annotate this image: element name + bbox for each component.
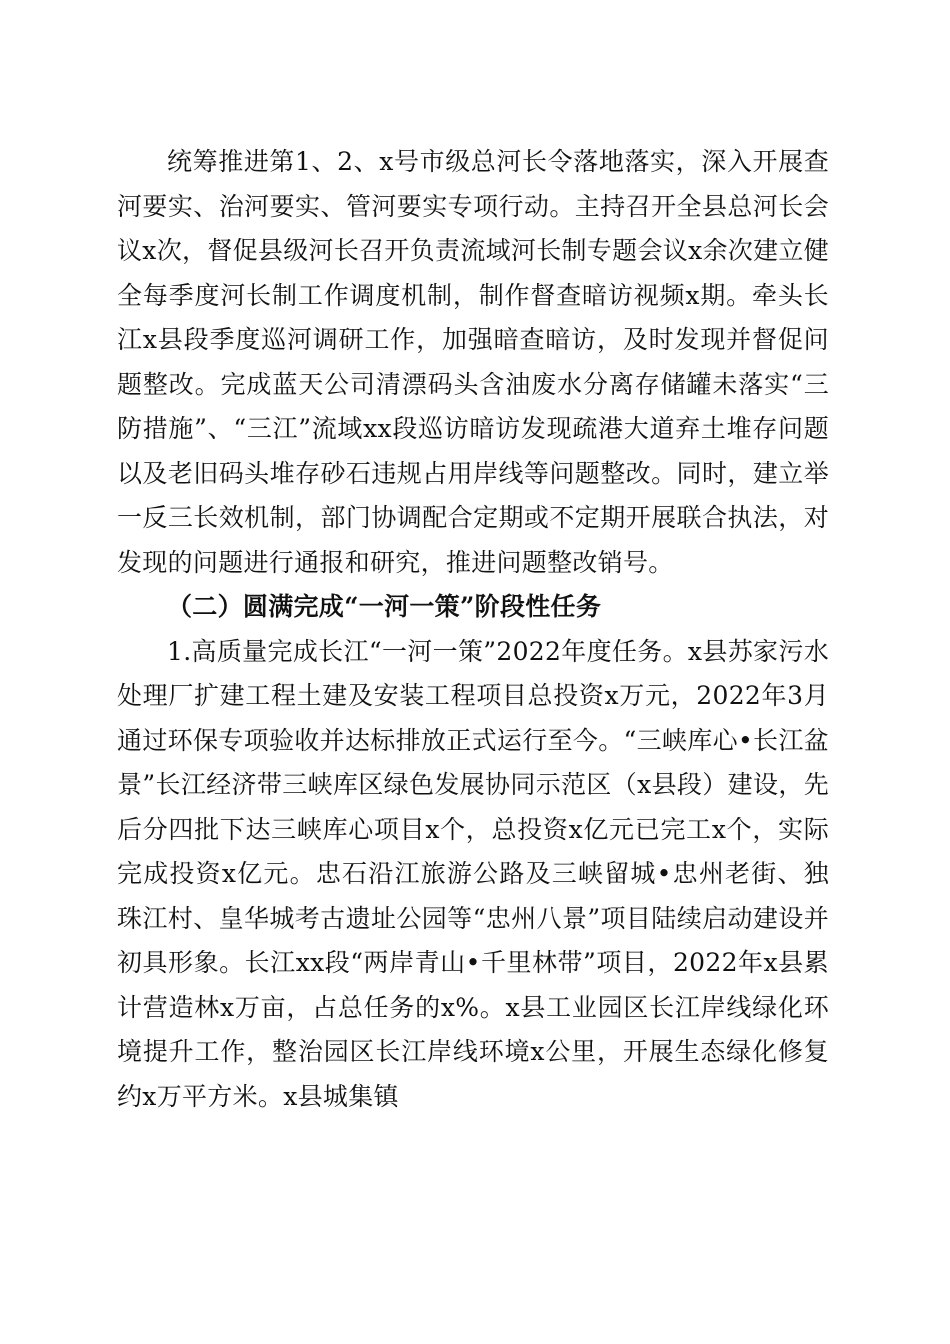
- section-heading-one-river-one-policy: （二）圆满完成“一河一策”阶段性任务: [167, 592, 602, 621]
- paragraph-yangtze-annual-tasks: 1.高质量完成长江“一河一策”2022年度任务。x县苏家污水处理厂扩建工程土建及安装工程项目总投资x万元，2022年3月通过环保专项验收并达标排放正式运行至今。“三峡库心•长江盆景”长江经济带三峡库区绿色发展协同示范区（x县段）建设，先后分四批下达三峡库心项目x个，总投资x亿元已完工x个，实际完成投资x亿元。忠石沿江旅游公路及三峡留城•忠州老街、独珠江村、皇华城考古遗址公园等“忠州八景”项目陆续启动建设并初具形象。长江xx段“两岸青山•千里林带”项目，2022年x县累计营造林x万亩，占总任务的x%。x县工业园区长江岸线绿化环境提升工作，整治园区长江岸线环境x公里，开展生态绿化修复约x万平方米。x县城集镇: [117, 636, 829, 1111]
- document-body: [117, 140, 829, 1119]
- paragraph-river-chief-work: 统筹推进第1、2、x号市级总河长令落地落实，深入开展查河要实、治河要实、管河要实专项行动。主持召开全县总河长会议x次，督促县级河长召开负责流域河长制专题会议x余次建立健全每季度河长制工作调度机制，制作督查暗访视频x期。牵头长江x县段季度巡河调研工作，加强暗查暗访，及时发现并督促问题整改。完成蓝天公司清漂码头含油废水分离存储罐未落实“三防措施”、“三江”流域xx段巡访暗访发现疏港大道弃土堆存问题以及老旧码头堆存砂石违规占用岸线等问题整改。同时，建立举一反三长效机制，部门协调配合定期或不定期开展联合执法，对发现的问题进行通报和研究，推进问题整改销号。: [117, 147, 829, 577]
